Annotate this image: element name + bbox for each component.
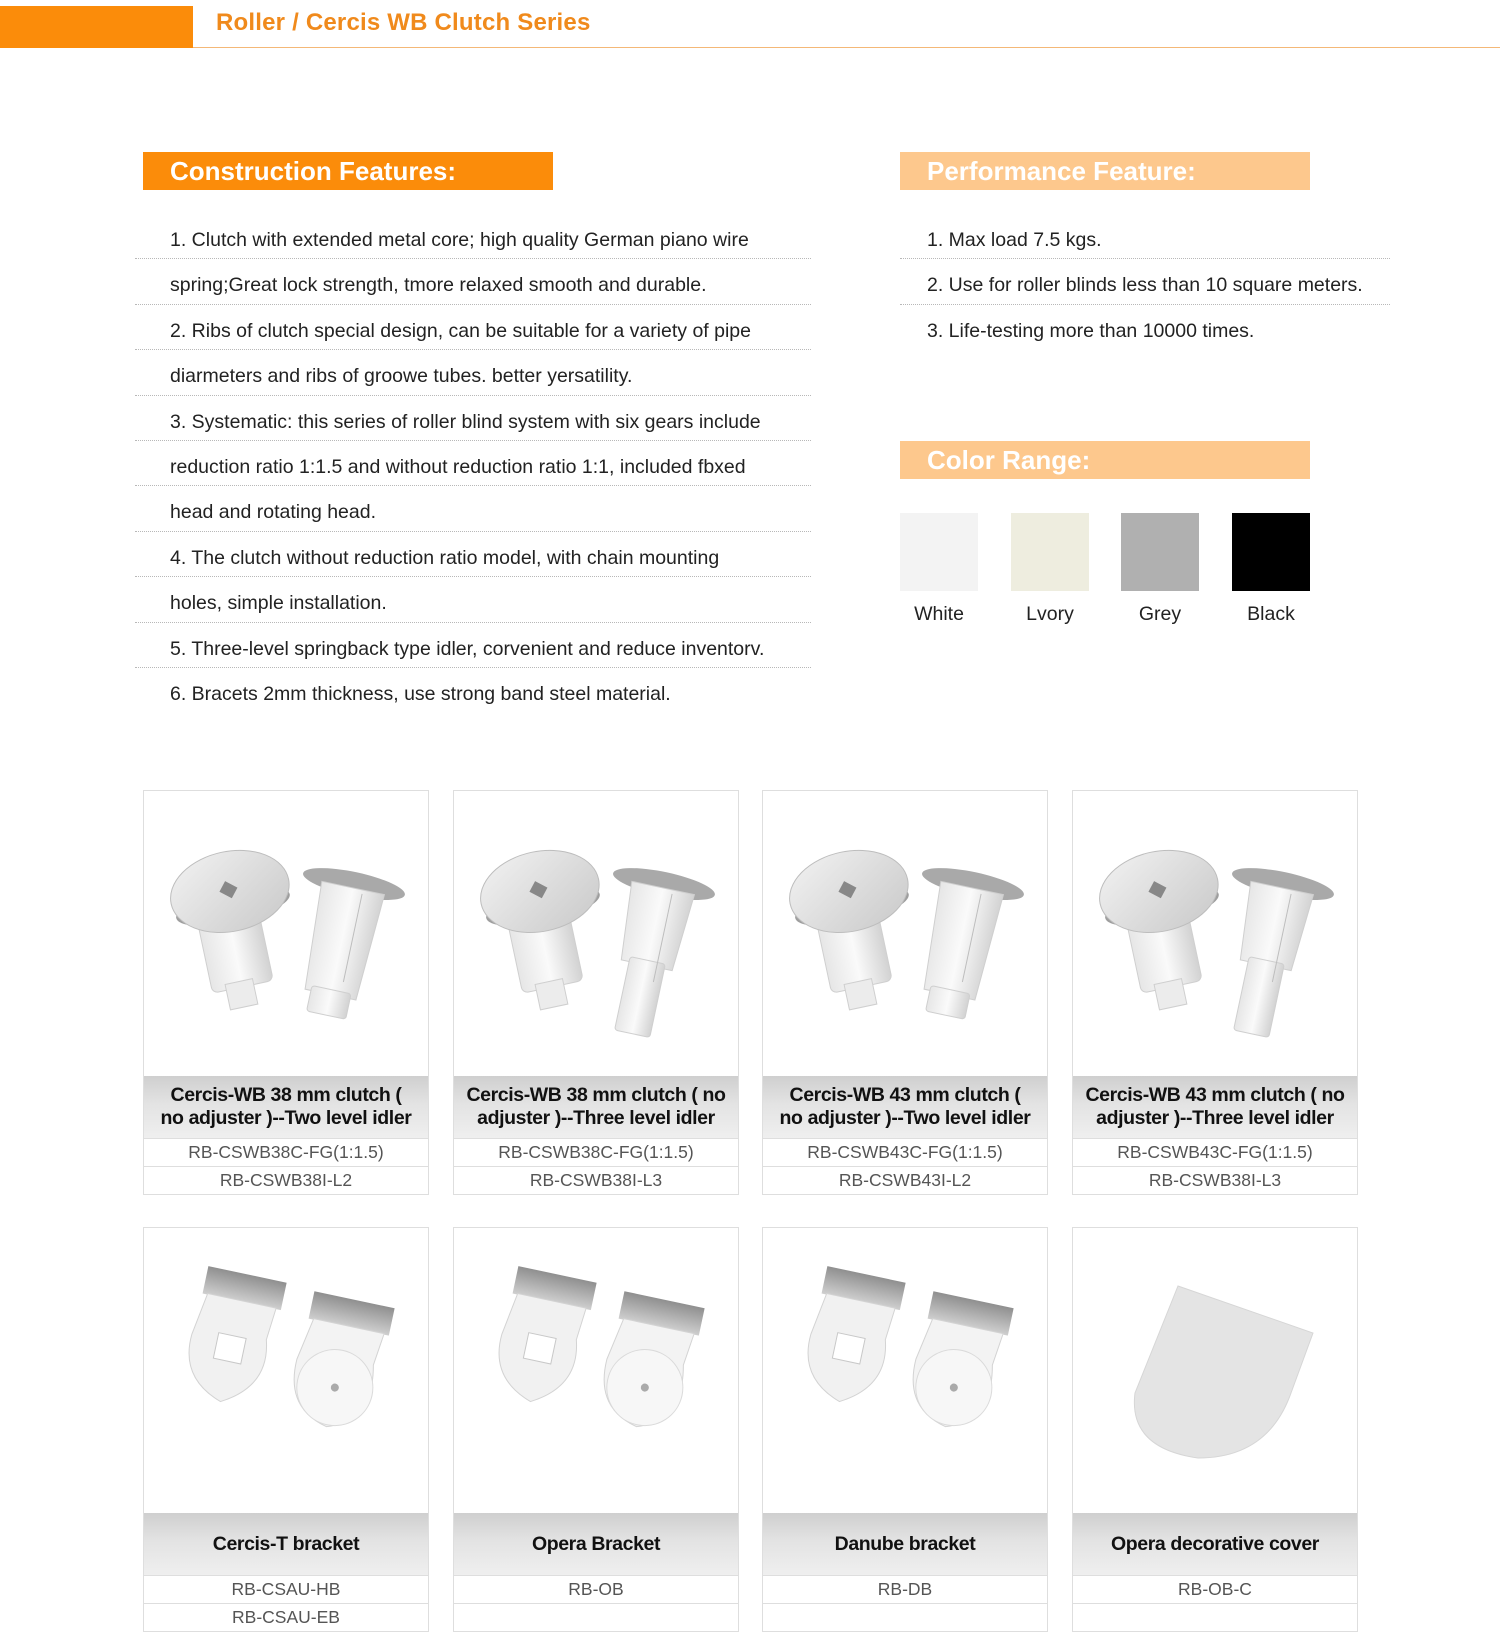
product-card <box>143 790 429 1195</box>
product-code <box>763 1603 1047 1631</box>
header-rule <box>193 47 1500 48</box>
clutch-set-icon <box>1073 791 1357 1076</box>
color-label: Lvory <box>1026 603 1074 625</box>
product-card <box>143 1227 429 1632</box>
product-code: RB-DB <box>763 1575 1047 1603</box>
construction-feature-line: 1. Clutch with extended metal core; high quality German piano wire <box>135 214 811 259</box>
decorative-cover-icon <box>1073 1228 1357 1513</box>
construction-features-list <box>135 214 811 713</box>
product-code: RB-OB-C <box>1073 1575 1357 1603</box>
product-code: RB-CSWB38C-FG(1:1.5) <box>454 1138 738 1166</box>
construction-feature-line: 6. Bracets 2mm thickness, use strong band steel material. <box>170 682 671 705</box>
product-code <box>454 1603 738 1631</box>
color-label: Grey <box>1138 603 1182 625</box>
performance-feature-heading: Performance Feature: <box>900 152 1310 190</box>
construction-feature-line: diarmeters and ribs of groowe tubes. better yersatility. <box>135 350 811 395</box>
clutch-set-icon <box>763 791 1047 1076</box>
product-name: Cercis-WB 38 mm clutch ( no adjuster )--Two level idler <box>144 1076 428 1138</box>
color-label: White <box>914 603 964 625</box>
product-name: Cercis-WB 43 mm clutch ( no adjuster )--Two level idler <box>763 1076 1047 1138</box>
color-label: Black <box>1247 603 1295 625</box>
product-code: RB-CSWB38I-L3 <box>1073 1166 1357 1194</box>
product-name: Opera decorative cover <box>1073 1513 1357 1575</box>
product-code: RB-CSWB38I-L3 <box>454 1166 738 1194</box>
header-accent-bar <box>0 6 193 48</box>
construction-feature-line: holes, simple installation. <box>135 577 811 622</box>
product-code: RB-CSWB43I-L2 <box>763 1166 1047 1194</box>
construction-feature-line: spring;Great lock strength, tmore relaxed smooth and durable. <box>135 259 811 304</box>
product-code: RB-CSWB43C-FG(1:1.5) <box>1073 1138 1357 1166</box>
product-card <box>762 790 1048 1195</box>
product-code: RB-CSWB38I-L2 <box>144 1166 428 1194</box>
construction-feature-line: 3. Systematic: this series of roller blind system with six gears include <box>135 396 811 441</box>
product-code: RB-CSWB43C-FG(1:1.5) <box>763 1138 1047 1166</box>
clutch-set-icon <box>144 791 428 1076</box>
product-code: RB-OB <box>454 1575 738 1603</box>
construction-feature-line: head and rotating head. <box>135 486 811 531</box>
construction-feature-line: reduction ratio 1:1.5 and without reduction ratio 1:1, included fbxed <box>135 441 811 486</box>
page-title: Roller / Cercis WB Clutch Series <box>216 9 591 36</box>
construction-feature-line: 2. Ribs of clutch special design, can be suitable for a variety of pipe <box>135 305 811 350</box>
performance-feature-line: 1. Max load 7.5 kgs. <box>900 214 1390 259</box>
product-code <box>1073 1603 1357 1631</box>
product-name: Cercis-WB 38 mm clutch ( no adjuster )--Three level idler <box>454 1076 738 1138</box>
product-code: RB-CSAU-EB <box>144 1603 428 1631</box>
clutch-set-icon <box>454 791 738 1076</box>
bracket-pair-icon <box>763 1228 1047 1513</box>
product-name: Opera Bracket <box>454 1513 738 1575</box>
product-code: RB-CSAU-HB <box>144 1575 428 1603</box>
performance-feature-line: 3. Life-testing more than 10000 times. <box>927 319 1255 342</box>
product-card <box>1072 1227 1358 1632</box>
color-swatch-ivory <box>1011 513 1089 591</box>
bracket-pair-icon <box>144 1228 428 1513</box>
performance-feature-list <box>900 214 1390 350</box>
color-swatch-black <box>1232 513 1310 591</box>
color-range-heading: Color Range: <box>900 441 1310 479</box>
product-code: RB-CSWB38C-FG(1:1.5) <box>144 1138 428 1166</box>
construction-feature-line: 4. The clutch without reduction ratio model, with chain mounting <box>135 532 811 577</box>
product-name: Danube bracket <box>763 1513 1047 1575</box>
product-card <box>762 1227 1048 1632</box>
product-card <box>453 1227 739 1632</box>
product-name: Cercis-WB 43 mm clutch ( no adjuster )--Three level idler <box>1073 1076 1357 1138</box>
product-name: Cercis-T bracket <box>144 1513 428 1575</box>
color-swatch-grey <box>1121 513 1199 591</box>
product-card <box>453 790 739 1195</box>
construction-feature-line: 5. Three-level springback type idler, corvenient and reduce inventorv. <box>135 623 811 668</box>
performance-feature-line: 2. Use for roller blinds less than 10 square meters. <box>900 259 1390 304</box>
bracket-pair-icon <box>454 1228 738 1513</box>
construction-features-heading: Construction Features: <box>143 152 553 190</box>
color-swatch-white <box>900 513 978 591</box>
product-card <box>1072 790 1358 1195</box>
